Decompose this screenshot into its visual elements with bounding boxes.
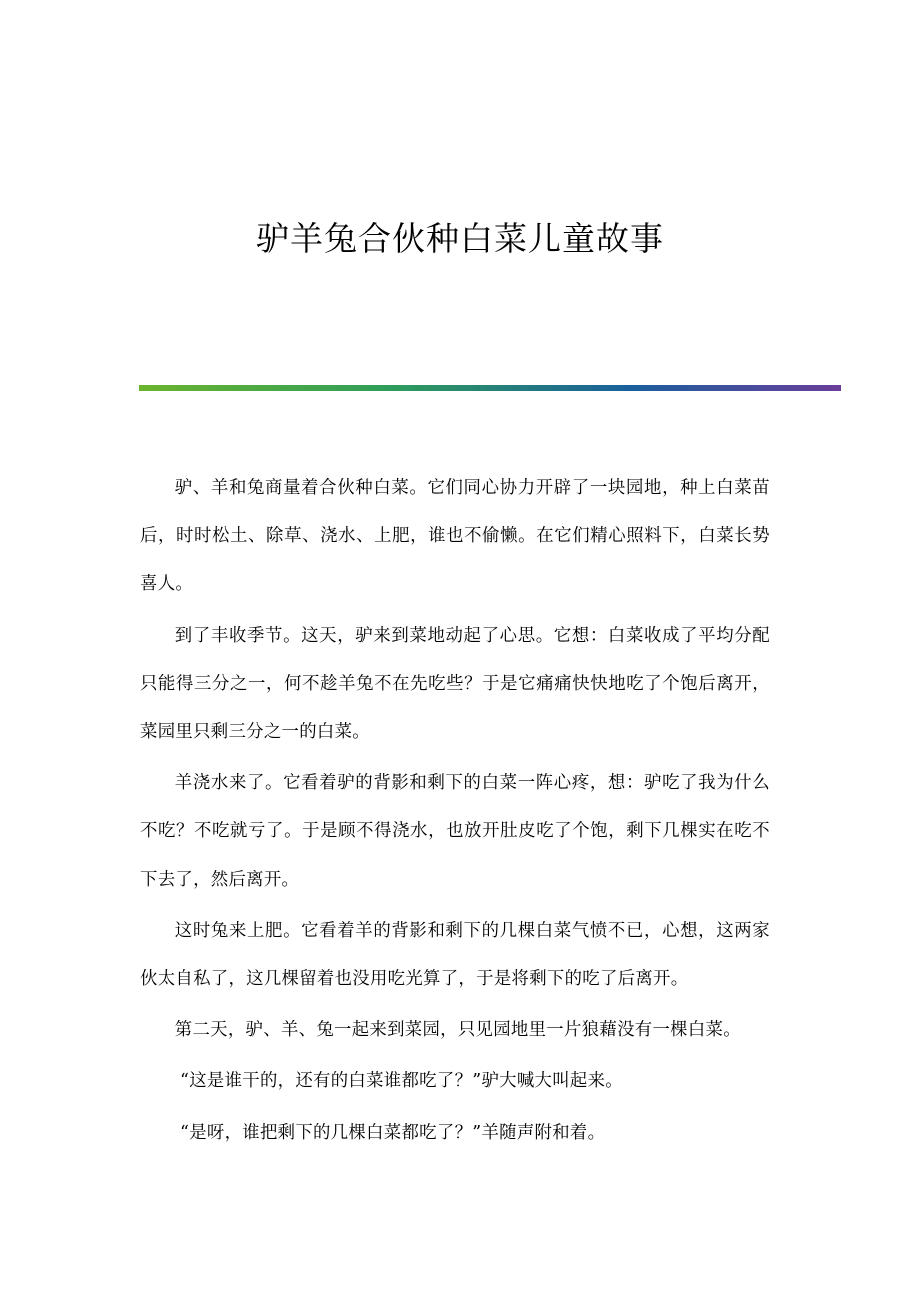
paragraph: 第二天，驴、羊、兔一起来到菜园，只见园地里一片狼藉没有一棵白菜。 bbox=[174, 1020, 741, 1041]
paragraph: 这时兔来上肥。它看着羊的背影和剩下的几棵白菜气愤不已，心想，这两家伙太自私了，这几棵留着也没用吃光算了，于是将剩下的吃了后离开。 bbox=[140, 920, 770, 990]
paragraph: 驴、羊和兔商量着合伙种白菜。它们同心协力开辟了一块园地，种上白菜苗后，时时松土、除草、浇水、上肥，谁也不偷懒。在它们精心照料下，白菜长势喜人。 bbox=[140, 478, 770, 595]
paragraph: “是呀，谁把剩下的几棵白菜都吃了？”羊随声附和着。 bbox=[180, 1122, 606, 1143]
document-title: 驴羊兔合伙种白菜儿童故事 bbox=[256, 219, 664, 258]
story-body bbox=[140, 464, 770, 1160]
title-divider bbox=[139, 385, 841, 391]
paragraph: 到了丰收季节。这天，驴来到菜地动起了心思。它想：白菜收成了平均分配只能得三分之一，何不趁羊兔不在先吃些？于是它痛痛快快地吃了个饱后离开，菜园里只剩三分之一的白菜。 bbox=[140, 625, 770, 743]
paragraph: 羊浇水来了。它看着驴的背影和剩下的白菜一阵心疼，想：驴吃了我为什么不吃？不吃就亏了。于是顾不得浇水，也放开肚皮吃了个饱，剩下几棵实在吃不下去了，然后离开。 bbox=[140, 773, 770, 890]
paragraph: “这是谁干的，还有的白菜谁都吃了？”驴大喊大叫起来。 bbox=[180, 1071, 623, 1092]
